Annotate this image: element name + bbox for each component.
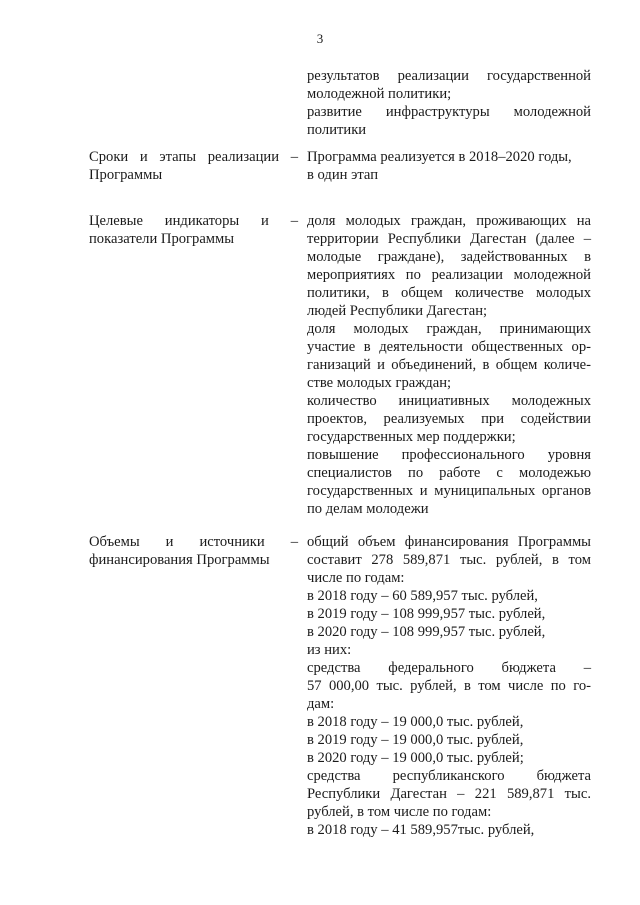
label-line: Объемы и источники – [89,534,298,550]
text-line: политики, в общем количестве молодых [307,285,591,301]
indicators-label [89,212,298,248]
text-line: государственных мер поддержки; [307,429,516,445]
text-line: по делам молодежи [307,501,429,517]
text-line: числе по годам: [307,570,405,586]
text-line: людей Республики Дагестан; [307,303,488,319]
text-line: специалистов по работе с молодежью [307,465,591,481]
label-line: показатели Программы [89,231,235,247]
text-line: в 2018 году – 60 589,957 тыс. рублей, [307,588,538,604]
text-line: из них: [307,642,352,658]
text-line: Республики Дагестан – 221 589,871 тыс. [307,786,591,802]
text-line: доля молодых граждан, принимающих [307,321,591,337]
terms-label [89,148,298,184]
text-line: рублей, в том числе по годам: [307,804,492,820]
text-line: дам: [307,696,335,712]
continuation-text [307,67,591,139]
text-line: повышение профессионального уровня [307,447,591,463]
text-line: развитие инфраструктуры молодежной [307,104,591,120]
text-line: в один этап [307,167,379,183]
text-line: результатов реализации государственной [307,68,591,84]
label-line: Целевые индикаторы и – [89,213,298,229]
text-line: молодежной политики; [307,86,452,102]
text-line: в 2020 году – 108 999,957 тыс. рублей, [307,624,546,640]
text-line: проектов, реализуемых при содействии [307,411,591,427]
text-line: в 2019 году – 19 000,0 тыс. рублей, [307,732,524,748]
label-line: Программы [89,167,163,183]
funding-text [307,533,591,839]
label-line: Сроки и этапы реализации – [89,149,298,165]
text-line: количество инициативных молодежных [307,393,591,409]
text-line: стве молодых граждан; [307,375,452,391]
terms-text [307,148,591,184]
page-number: 3 [316,31,324,46]
text-line: политики [307,122,367,138]
text-line: средства федерального бюджета – [307,660,591,676]
label-line: финансирования Программы [89,552,270,568]
text-line: государственных и муниципальных органов [307,483,591,499]
text-line: в 2019 году – 108 999,957 тыс. рублей, [307,606,546,622]
text-line: территории Республики Дагестан (далее – [307,231,591,247]
text-line: средства республиканского бюджета [307,768,591,784]
text-line: ганизаций и объединений, в общем количе- [307,357,591,373]
text-line: участие в деятельности общественных ор- [307,339,591,355]
text-line: в 2020 году – 19 000,0 тыс. рублей; [307,750,524,766]
text-line: общий объем финансирования Программы [307,534,591,550]
text-line: в 2018 году – 19 000,0 тыс. рублей, [307,714,524,730]
text-line: в 2018 году – 41 589,957тыс. рублей, [307,822,535,838]
text-line: мероприятиях по реализации молодежной [307,267,591,283]
text-line: доля молодых граждан, проживающих на [307,213,591,229]
text-line: 57 000,00 тыс. рублей, в том числе по го- [307,678,591,694]
text-line: молодые граждане), задействованных в [307,249,591,265]
indicators-text [307,212,591,518]
funding-label [89,533,298,569]
text-line: составит 278 589,871 тыс. рублей, в том [307,552,591,568]
text-line: Программа реализуется в 2018–2020 годы, [307,149,572,165]
